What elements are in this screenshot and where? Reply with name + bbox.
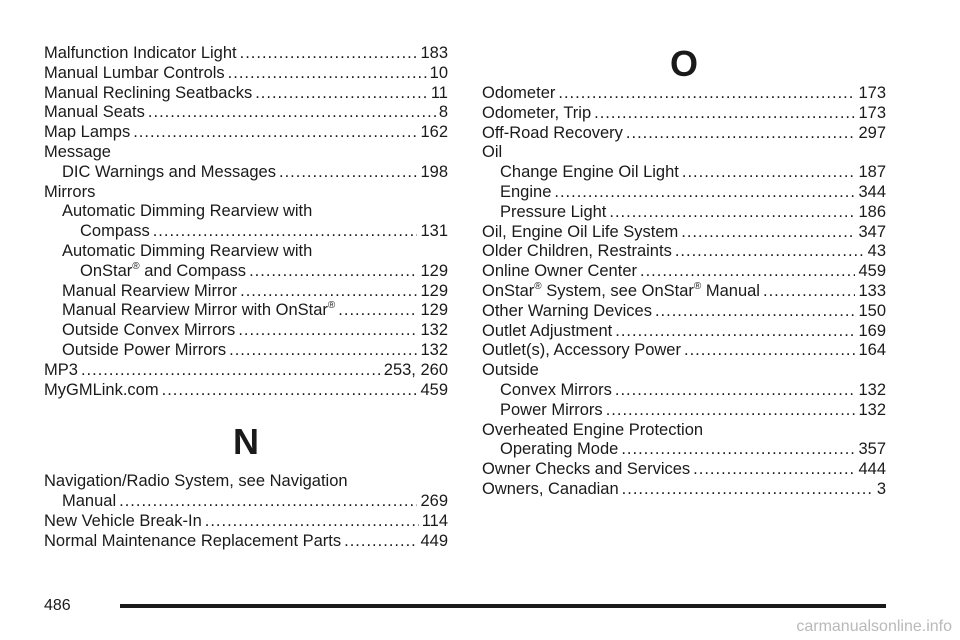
entry-title (80, 222, 150, 242)
entry-title (500, 401, 603, 421)
leader-dots (338, 301, 417, 321)
registered-mark: ® (132, 260, 140, 272)
index-entry (44, 361, 448, 381)
entry-text: Online Owner Center (482, 262, 637, 281)
entry-text: Engine (500, 182, 552, 201)
index-entry (44, 84, 448, 104)
index-entry (44, 183, 448, 203)
entry-text: Manual (62, 492, 117, 511)
page-reference: 132 (420, 340, 448, 359)
page-reference: 344 (858, 182, 886, 201)
entry-title (482, 84, 555, 104)
entry-text: Manual Lumbar Controls (44, 63, 225, 82)
entry-title (482, 104, 591, 124)
leader-dots (255, 84, 428, 104)
entry-text: DIC Warnings and Messages (62, 162, 276, 181)
entry-text: Odometer, Trip (482, 103, 592, 122)
index-entry (44, 103, 448, 123)
index-entry (44, 532, 448, 552)
entry-title (500, 183, 551, 203)
entry-text: Map Lamps (44, 123, 131, 142)
page-reference: 114 (421, 511, 448, 530)
page-reference: 131 (420, 222, 448, 241)
entry-title (44, 512, 202, 532)
leader-dots (133, 123, 417, 143)
index-entry (482, 223, 886, 243)
entry-title (44, 44, 237, 64)
page-reference: 132 (420, 321, 448, 340)
spacer (44, 400, 448, 422)
index-subentry (482, 381, 886, 401)
section-letter-o: O (669, 43, 698, 84)
entry-text: Owners, Canadian (482, 479, 619, 498)
leader-dots (682, 163, 856, 183)
index-subentry (44, 163, 448, 183)
index-entry (482, 341, 886, 361)
entry-text: Manual Rearview Mirror (62, 281, 238, 300)
index-entry (44, 143, 448, 163)
watermark: carmanualsonline.info (796, 618, 952, 635)
entry-title (482, 143, 502, 163)
leader-dots (148, 103, 436, 123)
entry-text: Oil, Engine Oil Life System (482, 222, 679, 241)
index-subentry (482, 440, 886, 460)
spacer (44, 462, 448, 472)
entry-text: Pressure Light (500, 202, 607, 221)
entry-text: Outside Power Mirrors (62, 340, 227, 359)
page-reference: 444 (858, 460, 886, 479)
page-reference: 43 (867, 242, 886, 261)
page-reference: 183 (420, 44, 448, 62)
leader-dots (249, 262, 417, 282)
index-subentry (44, 262, 448, 282)
entry-text: Odometer (482, 84, 556, 102)
entry-title (482, 302, 652, 322)
leader-dots (240, 282, 417, 302)
entry-text: Manual Seats (44, 103, 145, 122)
index-entries-o (482, 84, 886, 500)
index-subentry (44, 242, 448, 262)
entry-text: and Compass (144, 261, 247, 280)
registered-mark: ® (327, 300, 336, 312)
entry-title (44, 123, 130, 143)
entry-text: Compass (80, 222, 150, 241)
leader-dots (681, 223, 855, 243)
index-subentry (44, 301, 448, 321)
entry-title (482, 262, 637, 282)
entry-title (44, 183, 95, 203)
entry-title (62, 242, 312, 262)
entry-text: System, see OnStar (546, 281, 694, 300)
index-entry (482, 282, 886, 302)
page-reference: 132 (858, 380, 886, 399)
entry-title (44, 532, 341, 552)
entry-text: Off-Road Recovery (482, 123, 623, 142)
leader-dots (229, 341, 417, 361)
index-entry (482, 302, 886, 322)
leader-dots (344, 532, 417, 552)
index-entry (482, 480, 886, 500)
index-entry (482, 421, 886, 441)
leader-dots (205, 512, 419, 532)
entry-text: Change Engine Oil Light (500, 163, 679, 182)
entry-text: Navigation/Radio System, see Navigation (44, 472, 348, 491)
entry-title (500, 440, 618, 460)
index-entry (44, 64, 448, 84)
entry-title (62, 282, 237, 302)
footer-rule (120, 604, 886, 608)
entry-text: Manual Reclining Seatbacks (44, 83, 253, 102)
page-reference: 129 (420, 301, 448, 320)
index-entry (44, 512, 448, 532)
entry-title (500, 163, 679, 183)
entry-title (62, 341, 226, 361)
leader-dots (554, 183, 855, 203)
page-reference: 459 (858, 262, 886, 281)
entry-text: Normal Maintenance Replacement Parts (44, 531, 342, 550)
page-reference: 129 (420, 261, 448, 280)
entry-text: Outside Convex Mirrors (62, 321, 236, 340)
entry-text: Message (44, 142, 111, 161)
entry-text: Automatic Dimming Rearview with (62, 202, 313, 221)
entry-text: Overheated Engine Protection (482, 420, 704, 439)
index-entry (44, 123, 448, 143)
entry-title (482, 421, 703, 441)
entry-text: Outlet(s), Accessory Power (482, 341, 681, 360)
page-reference: 150 (858, 301, 886, 320)
index-entry (482, 262, 886, 282)
entry-title (482, 242, 672, 262)
leader-dots (763, 282, 855, 302)
page-reference: 10 (429, 63, 448, 82)
registered-mark: ® (693, 280, 702, 292)
entry-text: Other Warning Devices (482, 301, 652, 320)
index-entry (482, 143, 886, 163)
entry-title (62, 321, 235, 341)
page-reference: 169 (858, 321, 886, 340)
entry-text: OnStar (482, 281, 535, 300)
page-reference: 133 (858, 281, 886, 300)
entry-text: New Vehicle Break-In (44, 511, 202, 530)
leader-dots (228, 64, 427, 84)
page-reference: 129 (420, 281, 448, 300)
index-subentry (482, 203, 886, 223)
index-subentry (482, 401, 886, 421)
leader-dots (594, 104, 855, 124)
leader-dots (238, 321, 417, 341)
index-subentry (44, 492, 448, 512)
leader-dots (81, 361, 381, 381)
page-reference: 459 (420, 380, 448, 399)
page-reference: 449 (420, 531, 448, 550)
entry-text: Malfunction Indicator Light (44, 44, 237, 62)
leader-dots (240, 44, 418, 64)
leader-dots (693, 460, 855, 480)
page-reference: 3 (876, 479, 886, 498)
entry-title (44, 143, 111, 163)
page-reference: 132 (858, 400, 886, 419)
leader-dots (558, 84, 855, 104)
leader-dots (606, 401, 856, 421)
index-subentry (44, 202, 448, 222)
index-entry (44, 44, 448, 64)
leader-dots (655, 302, 856, 322)
index-subentry (44, 321, 448, 341)
entry-title (482, 460, 690, 480)
entry-text: MyGMLink.com (44, 380, 159, 399)
entry-text: Automatic Dimming Rearview with (62, 241, 313, 260)
index-subentry (482, 183, 886, 203)
index-entry (482, 322, 886, 342)
leader-dots (119, 492, 417, 512)
entry-title (482, 341, 681, 361)
entry-text: Manual Rearview Mirror with OnStar (62, 301, 328, 320)
leader-dots (621, 440, 855, 460)
entry-text: MP3 (44, 360, 78, 379)
page-number: 486 (44, 597, 71, 614)
index-entry (482, 104, 886, 124)
index-entry (482, 460, 886, 480)
leader-dots (684, 341, 855, 361)
entry-text: Manual (705, 281, 760, 300)
index-entry (44, 381, 448, 401)
index-entry (482, 361, 886, 381)
page-reference: 173 (858, 84, 886, 102)
page-reference: 162 (420, 123, 448, 142)
entry-title (62, 202, 312, 222)
entry-title (44, 381, 159, 401)
entry-text: Older Children, Restraints (482, 242, 672, 261)
entry-title (80, 262, 246, 282)
entry-text: Outside (482, 361, 539, 380)
page-reference: 357 (858, 440, 886, 459)
leader-dots (162, 381, 418, 401)
entry-title (482, 223, 678, 243)
entry-title (62, 163, 276, 183)
entry-title (482, 361, 539, 381)
index-entry (44, 472, 448, 492)
entry-title (44, 361, 78, 381)
entry-text: OnStar (80, 261, 133, 280)
page-reference: 198 (420, 162, 448, 181)
entry-title (62, 301, 335, 321)
entry-title (44, 64, 225, 84)
entry-title (482, 124, 623, 144)
leader-dots (675, 242, 865, 262)
page-reference: 164 (858, 341, 886, 360)
entry-title (44, 103, 145, 123)
entry-title (500, 203, 606, 223)
leader-dots (609, 203, 855, 223)
page-reference: 269 (420, 492, 448, 511)
index-entry (482, 124, 886, 144)
entry-title (62, 492, 116, 512)
entry-title (500, 381, 612, 401)
index-subentry (44, 282, 448, 302)
index-column-right (482, 44, 886, 500)
index-entry (482, 242, 886, 262)
page-reference: 187 (858, 163, 886, 182)
entry-text: Operating Mode (500, 440, 619, 459)
leader-dots (615, 322, 855, 342)
page-reference: 297 (858, 123, 886, 142)
section-letter-n: N (233, 421, 259, 463)
leader-dots (153, 222, 418, 242)
entry-title (482, 322, 612, 342)
entry-title (482, 480, 619, 500)
page-reference: 173 (858, 103, 886, 122)
registered-mark: ® (534, 280, 542, 292)
leader-dots (640, 262, 855, 282)
entry-text: Convex Mirrors (500, 380, 612, 399)
leader-dots (626, 124, 856, 144)
entry-text: Outlet Adjustment (482, 321, 613, 340)
entry-text: Mirrors (44, 182, 96, 201)
page-reference: 11 (430, 83, 448, 102)
index-subentry (482, 163, 886, 183)
index-subentry (44, 222, 448, 242)
page-reference: 347 (858, 222, 886, 241)
leader-dots (622, 480, 874, 500)
leader-dots (279, 163, 417, 183)
entry-text: Power Mirrors (500, 400, 603, 419)
index-entry (482, 84, 886, 104)
entry-title (44, 84, 252, 104)
index-subentry (44, 341, 448, 361)
page-reference: 186 (858, 202, 886, 221)
page-reference: 8 (438, 103, 448, 122)
entry-text: Oil (482, 143, 503, 162)
page-reference: 253, 260 (383, 360, 448, 379)
index-column-left (44, 44, 448, 552)
entry-title (44, 472, 348, 492)
entry-title (482, 282, 760, 302)
entry-text: Owner Checks and Services (482, 460, 691, 479)
leader-dots (615, 381, 856, 401)
